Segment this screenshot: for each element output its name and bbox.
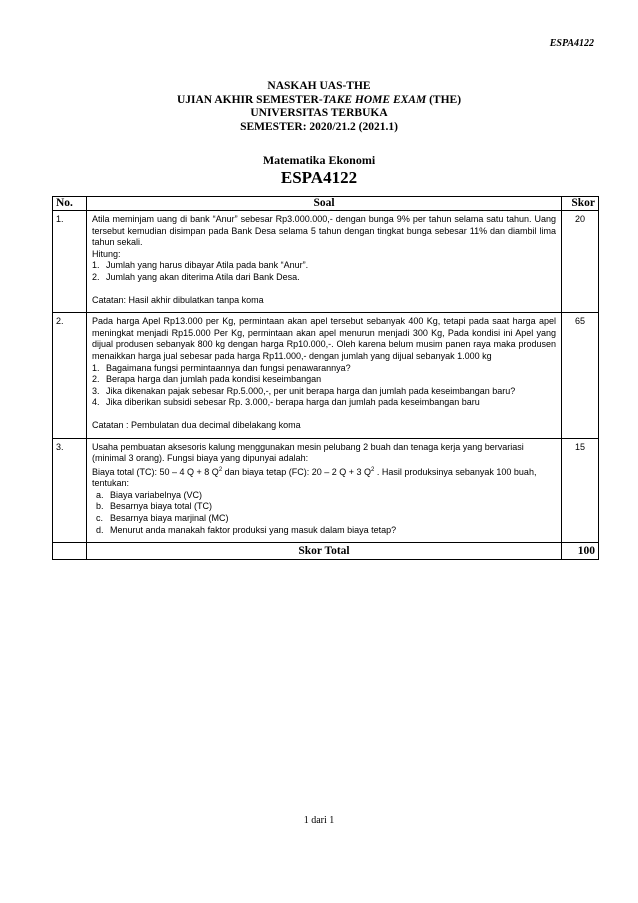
header-line-1: NASKAH UAS-THE [267, 80, 371, 92]
table-row [53, 313, 599, 438]
question-2 [87, 313, 562, 438]
hitung-label: Hitung: [92, 248, 121, 259]
header-line-2: UJIAN AKHIR SEMESTER-TAKE HOME EXAM (THE) [176, 93, 462, 106]
list-item: 2. Berapa harga dan jumlah pada kondisi keseimbangan [92, 374, 322, 385]
question-text: Usaha pembuatan aksesoris kalung menggunakan mesin pelubang 2 buah dan tenaga kerja yang bervariasi (minimal 3 orang). Fungsi biaya yang dipunyai adalah: [92, 441, 524, 464]
header-line-3: UNIVERSITAS TERBUKA [250, 107, 388, 119]
list-item: 1. Bagaimana fungsi permintaannya dan fungsi penawarannya? [92, 362, 351, 373]
list-item: d. Menurut anda manakah faktor produksi yang masuk dalam biaya tetap? [96, 524, 397, 535]
question-note: Catatan : Pembulatan dua decimal dibelakang koma [92, 419, 301, 430]
list-item: 3. Jika dikenakan pajak sebesar Rp.5.000,-, per unit berapa harga dan jumlah pada keseimbangan baru? [92, 385, 516, 396]
header-soal: Soal [87, 197, 562, 211]
table-row [53, 438, 599, 543]
header-line-4: SEMESTER: 2020/21.2 (2021.1) [240, 120, 398, 133]
question-score: 15 [562, 438, 599, 543]
page-footer: 1 dari 1 [303, 815, 335, 826]
total-label: Skor Total [87, 543, 562, 560]
list-item: a. Biaya variabelnya (VC) [96, 489, 203, 500]
question-number: 2. [53, 313, 87, 438]
question-score: 20 [562, 211, 599, 313]
list-item: b. Besarnya biaya total (TC) [96, 501, 213, 512]
question-3 [87, 438, 562, 543]
question-text: Atila meminjam uang di bank “Anur” sebesar Rp3.000.000,- dengan bunga 9% per tahun selama satu tahun. Uang tersebut kemudian disimpan pada Bank Desa selama 5 tahun dengan tingkat bunga sebesar 11% dan diambil lima tahun sekali. [92, 214, 556, 248]
exam-header [0, 80, 638, 134]
question-number: 1. [53, 211, 87, 313]
table-row [53, 211, 599, 313]
question-1 [87, 211, 562, 313]
total-row [53, 543, 599, 560]
course-name: Matematika Ekonomi [262, 153, 376, 167]
total-empty-cell [53, 543, 87, 560]
header-skor: Skor [562, 197, 599, 211]
question-table [52, 196, 599, 560]
course-code: ESPA4122 [280, 168, 358, 187]
cost-function: Biaya total (TC): 50 – 4 Q + 8 $Q^2$ dan biaya tetap (FC): 20 – 2 Q + 3 $Q^2$ . Hasil produksinya sebanyak 100 buah, tentukan: [92, 466, 537, 489]
list-item: 4. Jika diberikan subsidi sebesar Rp. 3.000,- berapa harga dan jumlah pada keseimbangan baru [92, 397, 480, 408]
header-no: No. [53, 197, 87, 211]
question-number: 3. [53, 438, 87, 543]
total-value: 100 [562, 543, 599, 560]
doc-code: ESPA4122 [549, 38, 594, 49]
list-item: c. Besarnya biaya marjinal (MC) [96, 513, 229, 524]
course-title [0, 153, 638, 188]
list-item: 1. Jumlah yang harus dibayar Atila pada bank “Anur”. [92, 260, 309, 271]
table-header-row [53, 197, 599, 211]
list-item: 2. Jumlah yang akan diterima Atila dari Bank Desa. [92, 271, 300, 282]
question-score: 65 [562, 313, 599, 438]
question-note: Catatan: Hasil akhir dibulatkan tanpa koma [92, 294, 264, 305]
question-text: Pada harga Apel Rp13.000 per Kg, permintaan akan apel tersebut sebanyak 400 Kg, tetapi pada saat harga apel meningkat menjadi Rp15.000 Per Kg, permintaan akan apel menurun menjadi 300 Kg, Pada kondisi ini Apel yang dijual produsen sebanyak 800 kg dengan harga Rp10.000,-. Oleh karena belum musim panen raya maka produsen menaikkan harga jual sebesar pada harga Rp11.000,- dengan jumlah yang dijual sebanyak 1.000 kg [92, 316, 556, 361]
